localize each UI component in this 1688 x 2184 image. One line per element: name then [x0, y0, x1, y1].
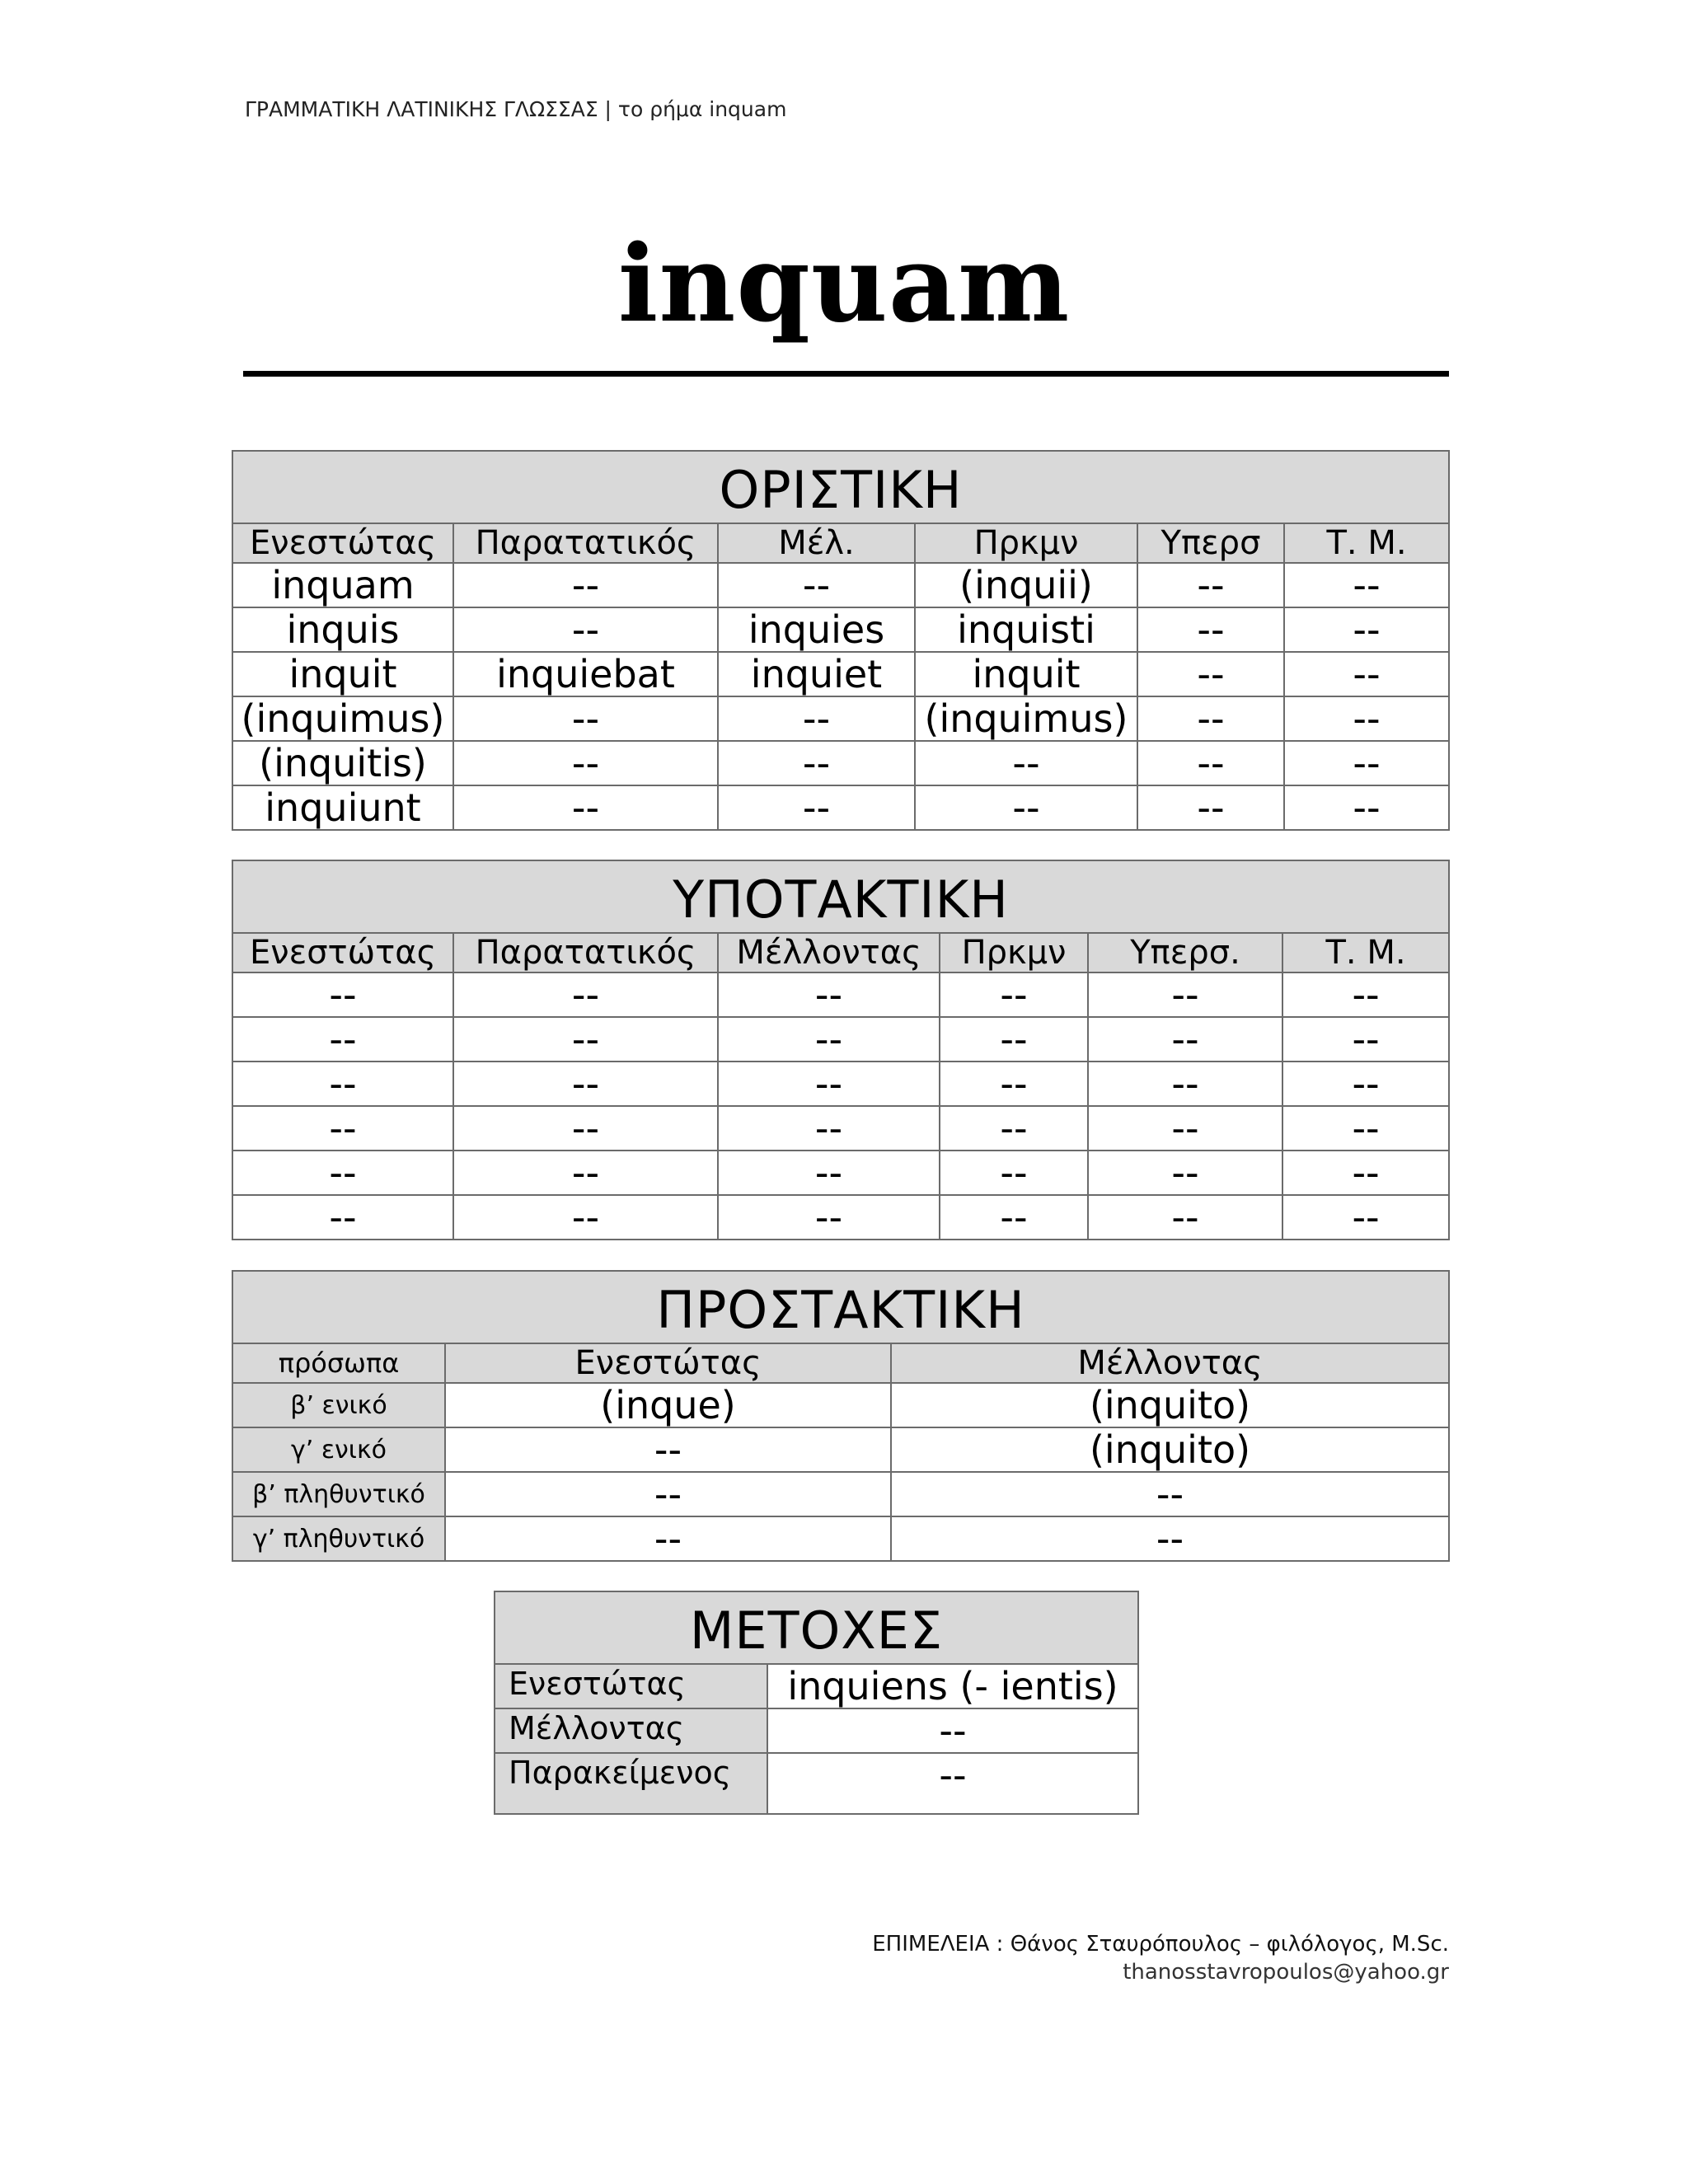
form-cell: --: [1282, 972, 1449, 1017]
form-cell: --: [940, 1106, 1088, 1151]
form-cell: --: [1282, 1062, 1449, 1106]
form-cell: --: [718, 972, 940, 1017]
form-cell: --: [453, 1017, 718, 1062]
form-cell: --: [453, 785, 718, 830]
form-cell: --: [940, 972, 1088, 1017]
column-header: Τ. Μ.: [1282, 933, 1449, 972]
form-cell: (inque): [445, 1383, 891, 1427]
form-cell: inquies: [718, 607, 915, 652]
imperative-caption: ΠΡΟΣΤΑΚΤΙΚΗ: [232, 1271, 1449, 1343]
table-row: [232, 1427, 1449, 1472]
column-header: Παρατατικός: [453, 933, 718, 972]
column-header: Μέλ.: [718, 523, 915, 563]
form-cell: --: [1137, 785, 1284, 830]
form-cell: --: [1282, 1195, 1449, 1240]
form-cell: --: [453, 972, 718, 1017]
form-cell: --: [718, 1062, 940, 1106]
form-cell: inquiebat: [453, 652, 718, 696]
form-cell: --: [232, 1062, 453, 1106]
title-divider: [243, 371, 1449, 377]
participle-label: Ενεστώτας: [495, 1664, 767, 1708]
form-cell: --: [1282, 1106, 1449, 1151]
table-row: [232, 1062, 1449, 1106]
participle-label: Μέλλοντας: [495, 1708, 767, 1753]
person-label: γ’ πληθυντικό: [232, 1516, 445, 1561]
form-cell: --: [453, 1062, 718, 1106]
page-header: ΓΡΑΜΜΑΤΙΚΗ ΛΑΤΙΝΙΚΗΣ ΓΛΩΣΣΑΣ | το ρήμα inquam: [245, 97, 787, 121]
participle-label: Παρακείμενος: [495, 1753, 767, 1814]
form-cell: --: [232, 1195, 453, 1240]
table-row: [232, 1472, 1449, 1516]
form-cell: --: [232, 1017, 453, 1062]
table-row: [232, 741, 1449, 785]
form-cell: --: [1088, 1195, 1282, 1240]
indicative-table: [232, 450, 1450, 831]
column-header: Ενεστώτας: [232, 523, 453, 563]
form-cell: --: [232, 972, 453, 1017]
table-row: [232, 1383, 1449, 1427]
form-cell: --: [718, 1106, 940, 1151]
form-cell: --: [1284, 741, 1449, 785]
table-row: [232, 785, 1449, 830]
column-header: Μέλλοντας: [718, 933, 940, 972]
form-cell: --: [445, 1472, 891, 1516]
form-cell: --: [453, 607, 718, 652]
table-row: [495, 1708, 1138, 1753]
indicative-caption: ΟΡΙΣΤΙΚΗ: [232, 451, 1449, 523]
form-cell: --: [1088, 972, 1282, 1017]
form-cell: --: [453, 696, 718, 741]
form-cell: --: [232, 1151, 453, 1195]
form-cell: --: [1137, 696, 1284, 741]
form-cell: --: [891, 1472, 1449, 1516]
form-cell: --: [1088, 1151, 1282, 1195]
footer: [872, 1930, 1449, 1986]
form-cell: --: [767, 1708, 1138, 1753]
table-row: [232, 696, 1449, 741]
table-row: [232, 652, 1449, 696]
form-cell: --: [1284, 785, 1449, 830]
form-cell: --: [1137, 563, 1284, 607]
subjunctive-table: [232, 860, 1450, 1240]
column-header: Υπερσ.: [1088, 933, 1282, 972]
column-header: Ενεστώτας: [232, 933, 453, 972]
form-cell: --: [453, 741, 718, 785]
form-cell: --: [1282, 1151, 1449, 1195]
form-cell: inquiet: [718, 652, 915, 696]
column-header: Παρατατικός: [453, 523, 718, 563]
form-cell: --: [718, 785, 915, 830]
participles-caption: ΜΕΤΟΧΕΣ: [495, 1591, 1138, 1664]
footer-email[interactable]: thanosstavropoulos@yahoo.gr: [1123, 1960, 1449, 1985]
form-cell: --: [718, 563, 915, 607]
table-row: [232, 972, 1449, 1017]
column-header: Πρκμν: [940, 933, 1088, 972]
form-cell: (inquimus): [915, 696, 1137, 741]
column-header: Πρκμν: [915, 523, 1137, 563]
form-cell: --: [718, 741, 915, 785]
table-row: [232, 1195, 1449, 1240]
form-cell: (inquimus): [232, 696, 453, 741]
form-cell: --: [453, 1106, 718, 1151]
form-cell: inquit: [232, 652, 453, 696]
form-cell: --: [445, 1427, 891, 1472]
subjunctive-caption: ΥΠΟΤΑΚΤΙΚΗ: [232, 860, 1449, 933]
form-cell: inquiens (- ientis): [767, 1664, 1138, 1708]
form-cell: --: [1284, 696, 1449, 741]
form-cell: --: [915, 785, 1137, 830]
form-cell: --: [1137, 741, 1284, 785]
form-cell: (inquitis): [232, 741, 453, 785]
form-cell: --: [1137, 607, 1284, 652]
footer-credit: ΕΠΙΜΕΛΕΙΑ : Θάνος Σταυρόπουλος – φιλόλογος, M.Sc.: [872, 1932, 1449, 1957]
table-row: [232, 1017, 1449, 1062]
table-row: [495, 1664, 1138, 1708]
form-cell: --: [1088, 1017, 1282, 1062]
form-cell: --: [891, 1516, 1449, 1561]
form-cell: inquisti: [915, 607, 1137, 652]
form-cell: inquam: [232, 563, 453, 607]
column-header: πρόσωπα: [232, 1343, 445, 1383]
form-cell: --: [232, 1106, 453, 1151]
table-row: [495, 1753, 1138, 1814]
form-cell: --: [445, 1516, 891, 1561]
form-cell: --: [767, 1753, 1138, 1814]
form-cell: (inquii): [915, 563, 1137, 607]
form-cell: --: [1284, 652, 1449, 696]
table-row: [232, 1516, 1449, 1561]
table-row: [232, 563, 1449, 607]
imperative-table: [232, 1270, 1450, 1562]
table-row: [232, 607, 1449, 652]
participles-table: [494, 1591, 1139, 1815]
form-cell: --: [453, 1151, 718, 1195]
form-cell: (inquito): [891, 1383, 1449, 1427]
person-label: β’ πληθυντικό: [232, 1472, 445, 1516]
form-cell: (inquito): [891, 1427, 1449, 1472]
column-header: Ενεστώτας: [445, 1343, 891, 1383]
table-row: [232, 1106, 1449, 1151]
form-cell: --: [915, 741, 1137, 785]
form-cell: inquit: [915, 652, 1137, 696]
form-cell: --: [1088, 1106, 1282, 1151]
column-header: Υπερσ: [1137, 523, 1284, 563]
form-cell: --: [718, 1195, 940, 1240]
form-cell: --: [940, 1017, 1088, 1062]
form-cell: --: [1088, 1062, 1282, 1106]
form-cell: --: [453, 1195, 718, 1240]
column-header: Τ. Μ.: [1284, 523, 1449, 563]
form-cell: --: [1284, 563, 1449, 607]
person-label: γ’ ενικό: [232, 1427, 445, 1472]
form-cell: --: [1284, 607, 1449, 652]
form-cell: --: [718, 1017, 940, 1062]
form-cell: --: [940, 1195, 1088, 1240]
form-cell: inquiunt: [232, 785, 453, 830]
page-title: inquam: [617, 223, 1071, 346]
form-cell: --: [718, 696, 915, 741]
form-cell: --: [940, 1062, 1088, 1106]
form-cell: --: [718, 1151, 940, 1195]
form-cell: inquis: [232, 607, 453, 652]
column-header: Μέλλοντας: [891, 1343, 1449, 1383]
form-cell: --: [1282, 1017, 1449, 1062]
form-cell: --: [453, 563, 718, 607]
person-label: β’ ενικό: [232, 1383, 445, 1427]
form-cell: --: [1137, 652, 1284, 696]
table-row: [232, 1151, 1449, 1195]
form-cell: --: [940, 1151, 1088, 1195]
